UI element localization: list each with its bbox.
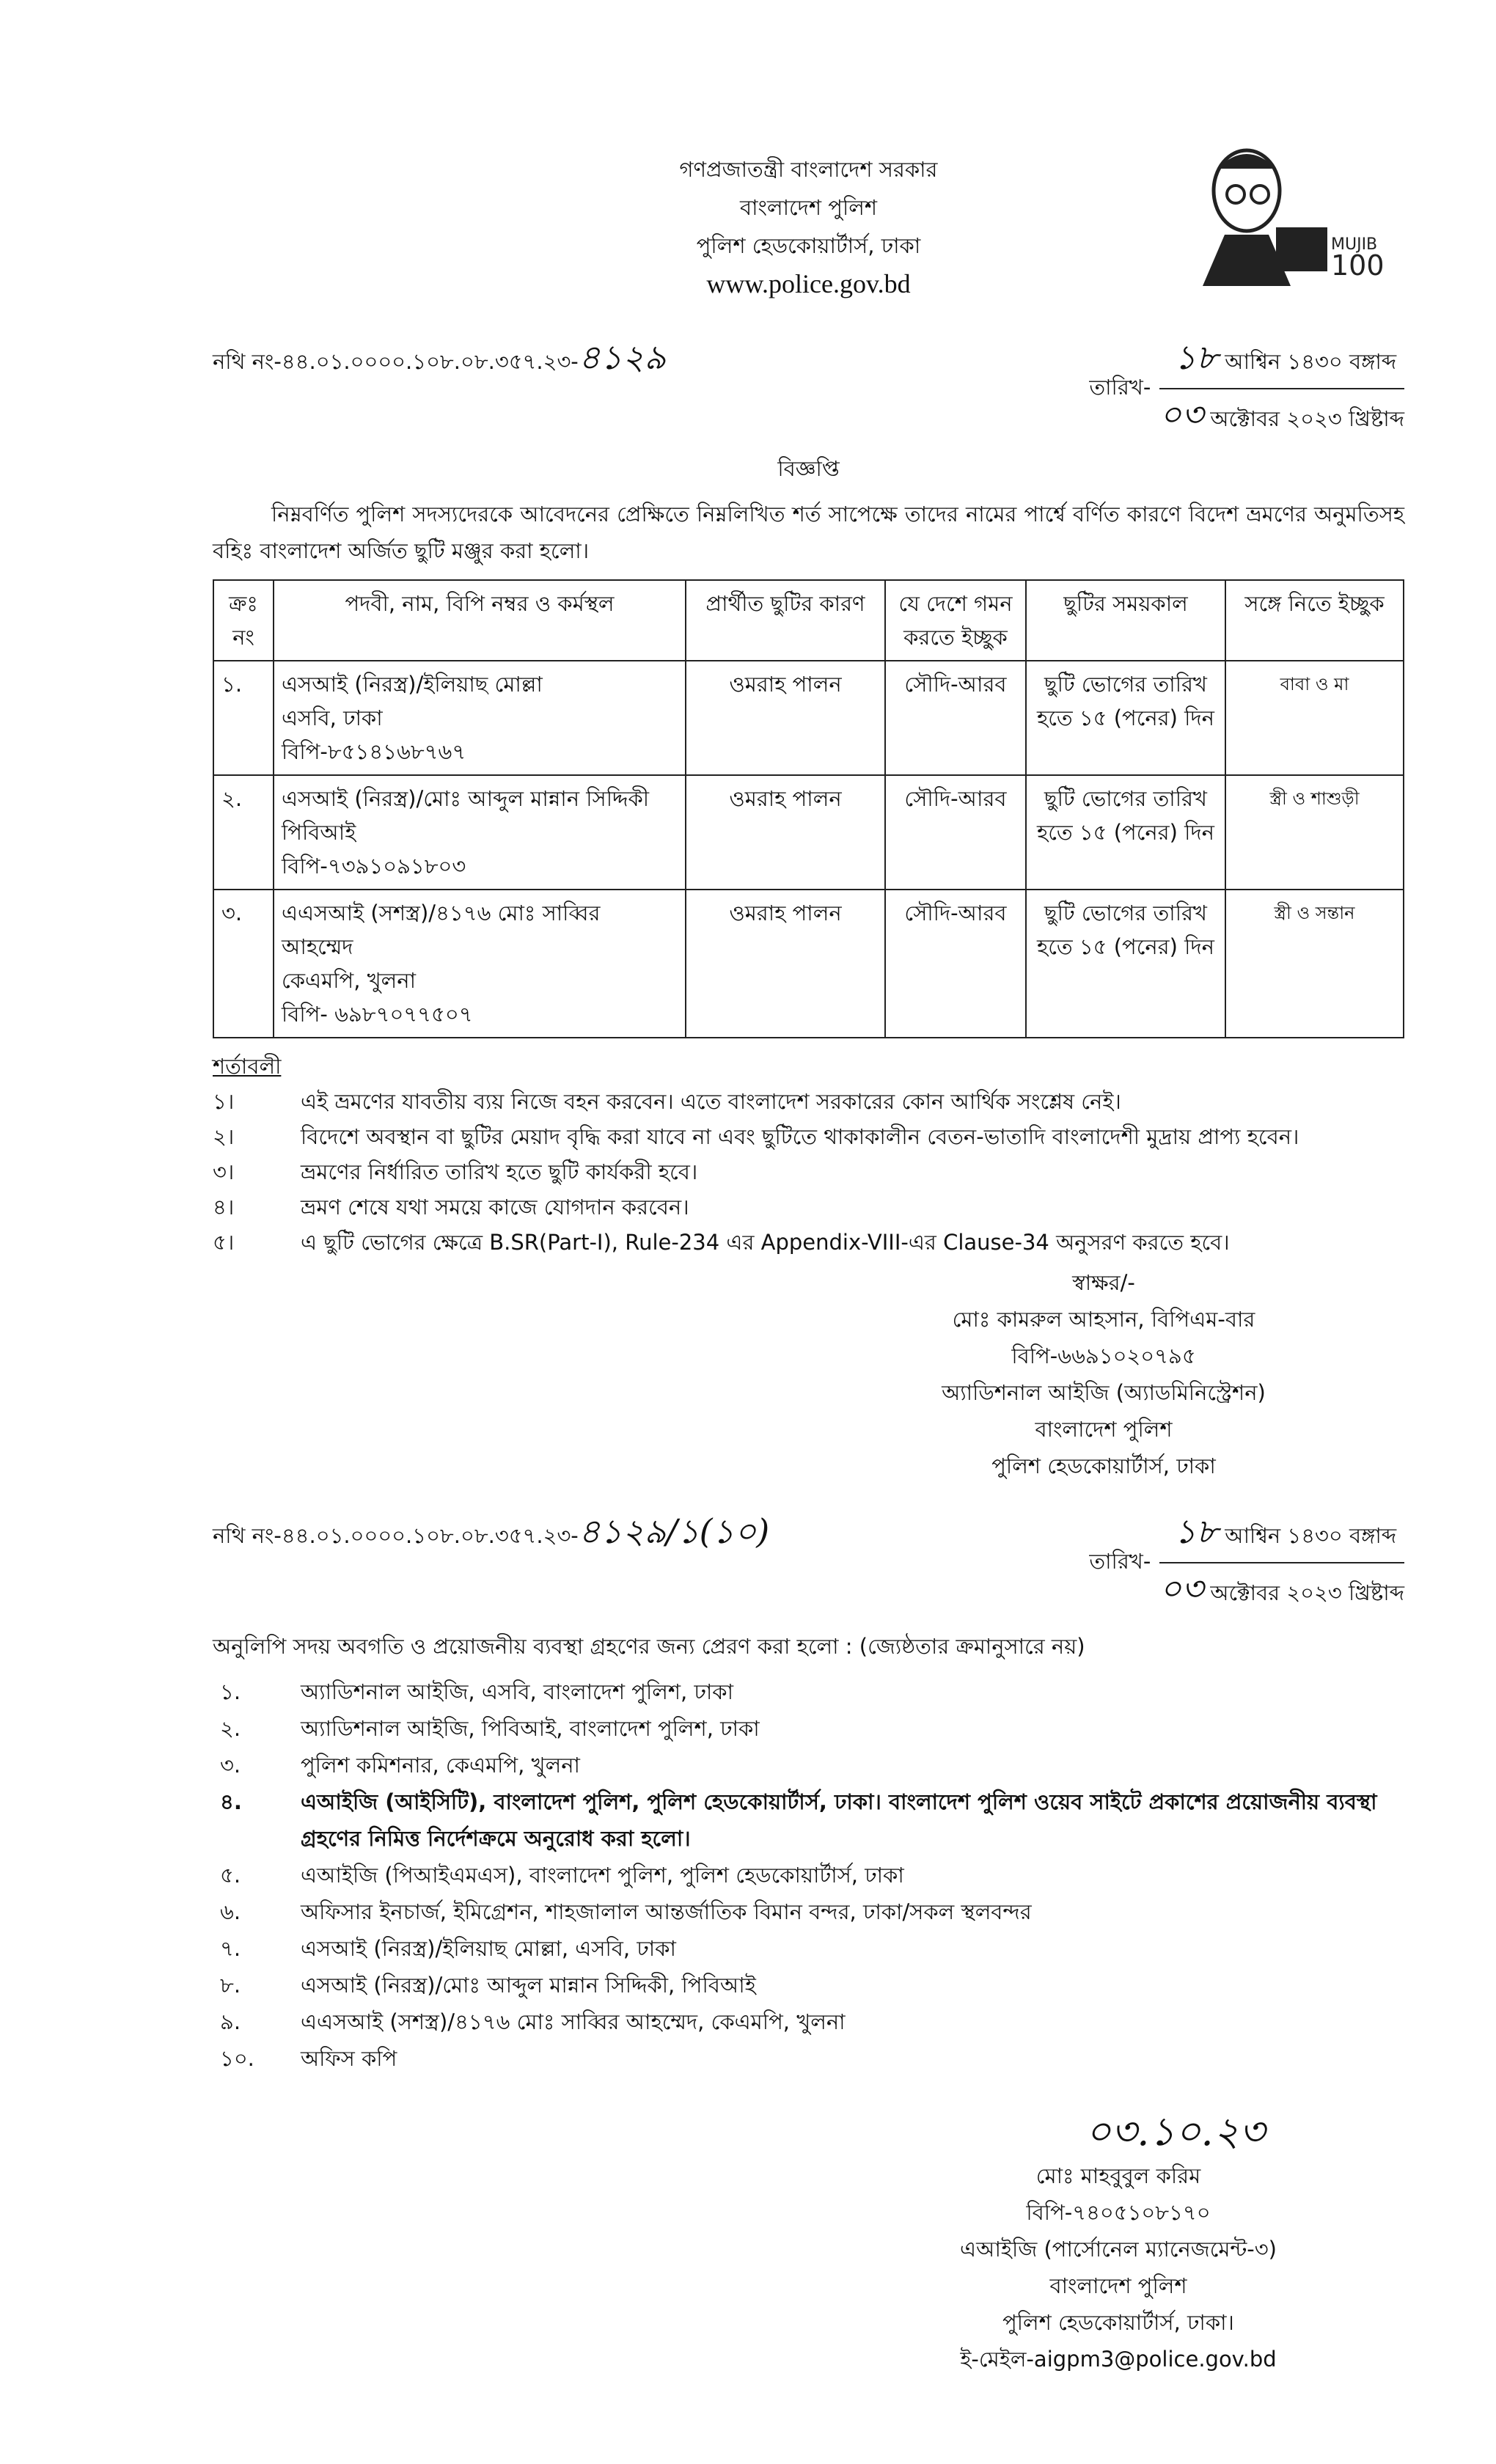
distribution-list [220,1673,1404,2077]
table-header: ক্রঃ নং পদবী, নাম, বিপি নম্বর ও কর্মস্থল প্রার্থীত ছুটির কারণ যে দেশে গমন করতে ইচ্ছুক ছুটির সময়কাল সঙ্গে নিতে ইচ্ছুক [213,580,1404,661]
conditions-title: শর্তাবলী [213,1054,282,1079]
list-item: ৬. অফিসার ইনচার্জ, ইমিগ্রেশন, শাহজালাল আন্তর্জাতিক বিমান বন্দর, ঢাকা/সকল স্থলবন্দর [220,1899,1032,1924]
list-item: ৫. এআইজি (পিআইএমএস), বাংলাদেশ পুলিশ, পুলিশ হেডকোয়ার্টার্স, ঢাকা [220,1863,904,1888]
date-label: তারিখ- [1089,374,1151,400]
website: www.police.gov.bd [706,269,911,298]
office-name: পুলিশ হেডকোয়ার্টার্স, ঢাকা [696,233,921,258]
table-row: ৩. এএসআই (সশস্ত্র)/৪১৭৬ মোঃ সাব্বির আহম্মেদ কেএমপি, খুলনা বিপি- ৬৯৮৭০৭৭৫০৭ ওমরাহ পালন সৌদি-আরব ছুটি ভোগের তারিখ হতে ১৫ (পনের) দিন স্ত্রী ও সন্তান [213,890,1404,1038]
list-item: ৩. পুলিশ কমিশনার, কেএমপি, খুলনা [220,1753,580,1778]
signatory-2: মোঃ মাহবুবুল করিম বিপি-৭৪০৫১০৮১৭০ এআইজি (পার্সোনেল ম্যানেজমেন্ট-৩) বাংলাদেশ পুলিশ পুলিশ হেডকোয়ার্টার্স, ঢাকা। ই-মেইল-aigpm3@police.gov.bd [862,2157,1375,2377]
handwritten-signature-date: ০৩.১০.২৩ [1085,2108,1265,2155]
memo-row [213,332,1404,445]
org-name: বাংলাদেশ পুলিশ [739,195,878,220]
list-item: ৮. এসআই (নিরস্ত্র)/মোঃ আব্দুল মান্নান সিদ্দিকী, পিবিআই [220,1973,756,1998]
handwritten-number: ৪১২৯/১(১০) [578,1511,770,1551]
govt-name: গণপ্রজাতন্ত্রী বাংলাদেশ সরকার [679,157,938,182]
list-item: ১০. অফিস কপি [220,2046,397,2071]
table-row: ১. এসআই (নিরস্ত্র)/ইলিয়াছ মোল্লা এসবি, ঢাকা বিপি-৮৫১৪১৬৮৭৬৭ ওমরাহ পালন সৌদি-আরব ছুটি ভোগের তারিখ হতে ১৫ (পনের) দিন বাবা ও মা [213,661,1404,775]
list-item: ৭. এসআই (নিরস্ত্র)/ইলিয়াছ মোল্লা, এসবি, ঢাকা [220,1936,676,1961]
copy-intro: অনুলিপি সদয় অবগতি ও প্রয়োজনীয় ব্যবস্থা গ্রহণের জন্য প্রেরণ করা হলো : (জ্যেষ্ঠতার ক্রমানুসারে নয়) [213,1634,1085,1659]
date-label: তারিখ- [1089,1548,1151,1574]
copy-memo-row [213,1506,1404,1619]
conditions [213,1049,1404,1260]
list-item: ৪. এআইজি (আইসিটি), বাংলাদেশ পুলিশ, পুলিশ হেডকোয়ার্টার্স, ঢাকা। বাংলাদেশ পুলিশ ওয়েব সাইটে প্রকাশের প্রয়োজনীয় ব্যবস্থা গ্রহণের নিমিত্ত নির্দেশক্রমে অনুরোধ করা হলো। [220,1789,1377,1851]
svg-text:100: 100 [1331,249,1385,282]
svg-text:MUJIB: MUJIB [1331,235,1378,254]
condition-item: ৫। এ ছুটি ভোগের ক্ষেত্রে B.SR(Part-I), Rule-234 এর Appendix-VIII-এর Clause-34 অনুসরণ করতে হবে। [213,1230,1230,1255]
date-block: তারিখ- ১৮ আশ্বিন ১৪৩০ বঙ্গাব্দ ০৩ অক্টোবর ২০২৩ খ্রিষ্টাব্দ [1089,332,1404,445]
mujib-100-logo [1181,139,1386,286]
copy-date-block: তারিখ- ১৮ আশ্বিন ১৪৩০ বঙ্গাব্দ ০৩ অক্টোবর ২০২৩ খ্রিষ্টাব্দ [1089,1506,1404,1619]
notice-title: বিজ্ঞপ্তি [777,456,840,481]
copy-file-number: নথি নং-৪৪.০১.০০০০.১০৮.০৮.৩৫৭.২৩-৪১২৯/১(১০) [213,1511,770,1551]
notice-body: নিম্নবর্ণিত পুলিশ সদস্যদেরকে আবেদনের প্রেক্ষিতে নিম্নলিখিত শর্ত সাপেক্ষে তাদের নামের পার্শ্বে বর্ণিত কারণে বিদেশ ভ্রমণের অনুমতিসহ বহিঃ বাংলাদেশ অর্জিত ছুটি মঞ্জুর করা হলো। [213,502,1404,563]
condition-item: ১। এই ভ্রমণের যাবতীয় ব্যয় নিজে বহন করবেন। এতে বাংলাদেশ সরকারের কোন আর্থিক সংশ্লেষ নেই। [213,1089,1121,1114]
condition-item: ২। বিদেশে অবস্থান বা ছুটির মেয়াদ বৃদ্ধি করা যাবে না এবং ছুটিতে থাকাকালীন বেতন-ভাতাদি বাংলাদেশী মুদ্রায় প্রাপ্য হবেন। [213,1124,1299,1149]
file-number: নথি নং-৪৪.০১.০০০০.১০৮.০৮.৩৫৭.২৩-৪১২৯ [213,337,667,377]
signatory-1: স্বাক্ষর/- মোঃ কামরুল আহসান, বিপিএম-বার বিপি-৬৬৯১০২০৭৯৫ অ্যাডিশনাল আইজি (অ্যাডমিনিস্ট্রেশন) বাংলাদেশ পুলিশ পুলিশ হেডকোয়ার্টার্স, ঢাকা [942,1270,1266,1478]
handwritten-number: ৪১২৯ [578,337,667,377]
condition-item: ৩। ভ্রমণের নির্ধারিত তারিখ হতে ছুটি কার্যকরী হবে। [213,1159,698,1184]
table-row: ২. এসআই (নিরস্ত্র)/মোঃ আব্দুল মান্নান সিদ্দিকী পিবিআই বিপি-৭৩৯১০৯১৮০৩ ওমরাহ পালন সৌদি-আরব ছুটি ভোগের তারিখ হতে ১৫ (পনের) দিন স্ত্রী ও শাশুড়ী [213,775,1404,890]
leave-table [213,579,1404,1038]
email: ই-মেইল-aigpm3@police.gov.bd [960,2347,1277,2372]
condition-item: ৪। ভ্রমণ শেষে যথা সময়ে কাজে যোগদান করবেন। [213,1195,689,1220]
list-item: ৯. এএসআই (সশস্ত্র)/৪১৭৬ মোঃ সাব্বির আহম্মেদ, কেএমপি, খুলনা [220,2009,846,2034]
list-item: ১. অ্যাডিশনাল আইজি, এসবি, বাংলাদেশ পুলিশ, ঢাকা [220,1679,733,1704]
list-item: ২. অ্যাডিশনাল আইজি, পিবিআই, বাংলাদেশ পুলিশ, ঢাকা [220,1716,760,1741]
